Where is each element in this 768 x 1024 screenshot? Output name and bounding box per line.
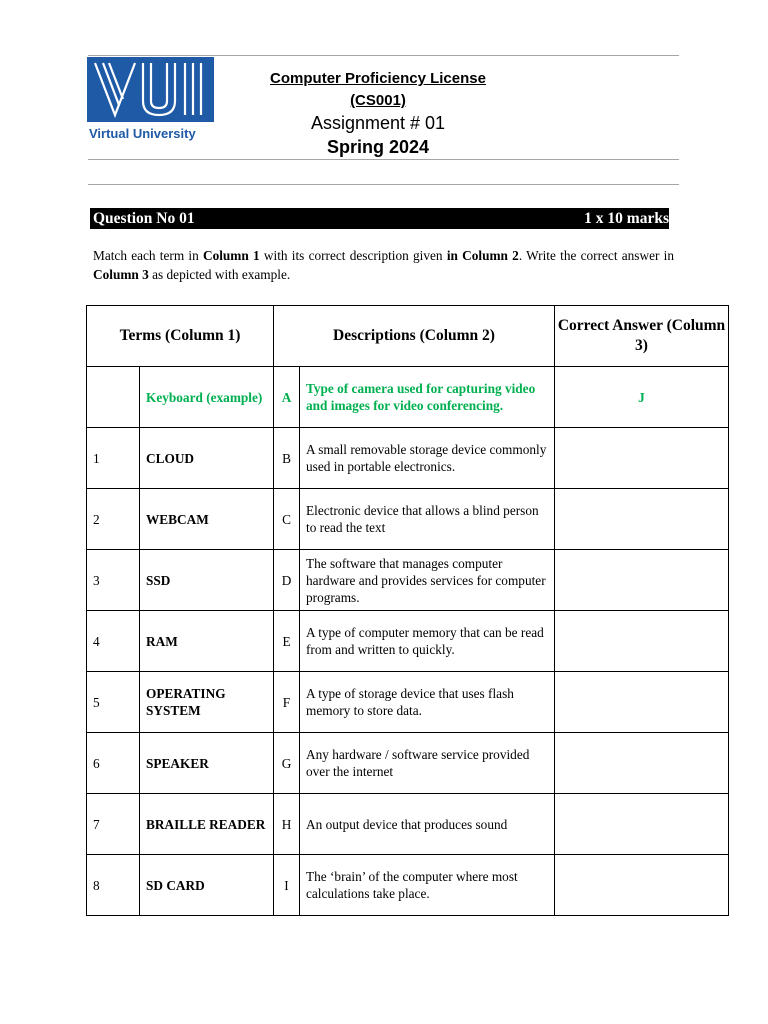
matching-table [86, 305, 729, 916]
table-row [87, 794, 729, 855]
row-answer[interactable] [555, 855, 729, 916]
term-title: Spring 2024 [326, 137, 430, 157]
row-number: 4 [87, 611, 140, 672]
row-number [87, 367, 140, 428]
question-label: Question No 01 [93, 210, 195, 227]
vu-logo [87, 57, 214, 142]
row-answer[interactable] [555, 733, 729, 794]
row-description: An output device that produces sound [300, 794, 555, 855]
row-description: The software that manages computer hardware and provides services for computer programs. [300, 550, 555, 611]
separator-rule [88, 184, 679, 185]
row-description: The ‘brain’ of the computer where most calculations take place. [300, 855, 555, 916]
header-rule [88, 159, 679, 160]
row-letter: G [274, 733, 300, 794]
row-description: Electronic device that allows a blind person to read the text [300, 489, 555, 550]
row-term: BRAILLE READER [140, 794, 274, 855]
question-marks: 1 x 10 marks [584, 210, 669, 227]
row-letter: D [274, 550, 300, 611]
row-letter: B [274, 428, 300, 489]
row-letter: C [274, 489, 300, 550]
table-header-row [87, 306, 729, 367]
row-term: RAM [140, 611, 274, 672]
header-terms: Terms (Column 1) [87, 306, 274, 367]
table-row [87, 733, 729, 794]
row-answer[interactable] [555, 489, 729, 550]
table-row [87, 550, 729, 611]
top-rule [88, 55, 679, 56]
table-row [87, 672, 729, 733]
row-number: 6 [87, 733, 140, 794]
table-row [87, 855, 729, 916]
row-term: SPEAKER [140, 733, 274, 794]
header-descriptions: Descriptions (Column 2) [274, 306, 555, 367]
row-term: SSD [140, 550, 274, 611]
row-number: 3 [87, 550, 140, 611]
row-term: OPERATING SYSTEM [140, 672, 274, 733]
row-term: SD CARD [140, 855, 274, 916]
row-answer[interactable] [555, 672, 729, 733]
row-term: CLOUD [140, 428, 274, 489]
row-answer[interactable] [555, 550, 729, 611]
table-row [87, 489, 729, 550]
question-bar [90, 208, 669, 229]
row-description: A type of storage device that uses flash memory to store data. [300, 672, 555, 733]
table-row [87, 367, 729, 428]
row-number: 5 [87, 672, 140, 733]
row-letter: H [274, 794, 300, 855]
table-row [87, 611, 729, 672]
row-answer[interactable] [555, 611, 729, 672]
row-description: A small removable storage device commonly used in portable electronics. [300, 428, 555, 489]
row-answer[interactable] [555, 794, 729, 855]
row-description: Type of camera used for capturing video and images for video conferencing. [300, 367, 555, 428]
row-description: Any hardware / software service provided over the internet [300, 733, 555, 794]
header-answer: Correct Answer (Column 3) [555, 306, 729, 367]
row-description: A type of computer memory that can be read from and written to quickly. [300, 611, 555, 672]
instructions: Match each term in Column 1 with its correct description given in Column 2. Write the correct answer in Column 3 as depicted with example. [93, 248, 674, 282]
row-number: 2 [87, 489, 140, 550]
row-letter: I [274, 855, 300, 916]
course-code: (CS001) [350, 92, 406, 109]
row-answer[interactable] [555, 428, 729, 489]
logo-text: Virtual University [89, 126, 196, 141]
row-answer[interactable]: J [555, 367, 729, 428]
row-letter: F [274, 672, 300, 733]
table-row [87, 428, 729, 489]
row-letter: A [274, 367, 300, 428]
row-number: 8 [87, 855, 140, 916]
course-title: Computer Proficiency License [270, 70, 486, 87]
row-letter: E [274, 611, 300, 672]
assignment-title: Assignment # 01 [310, 113, 446, 133]
row-term: WEBCAM [140, 489, 274, 550]
row-number: 1 [87, 428, 140, 489]
row-term: Keyboard (example) [140, 367, 274, 428]
row-number: 7 [87, 794, 140, 855]
